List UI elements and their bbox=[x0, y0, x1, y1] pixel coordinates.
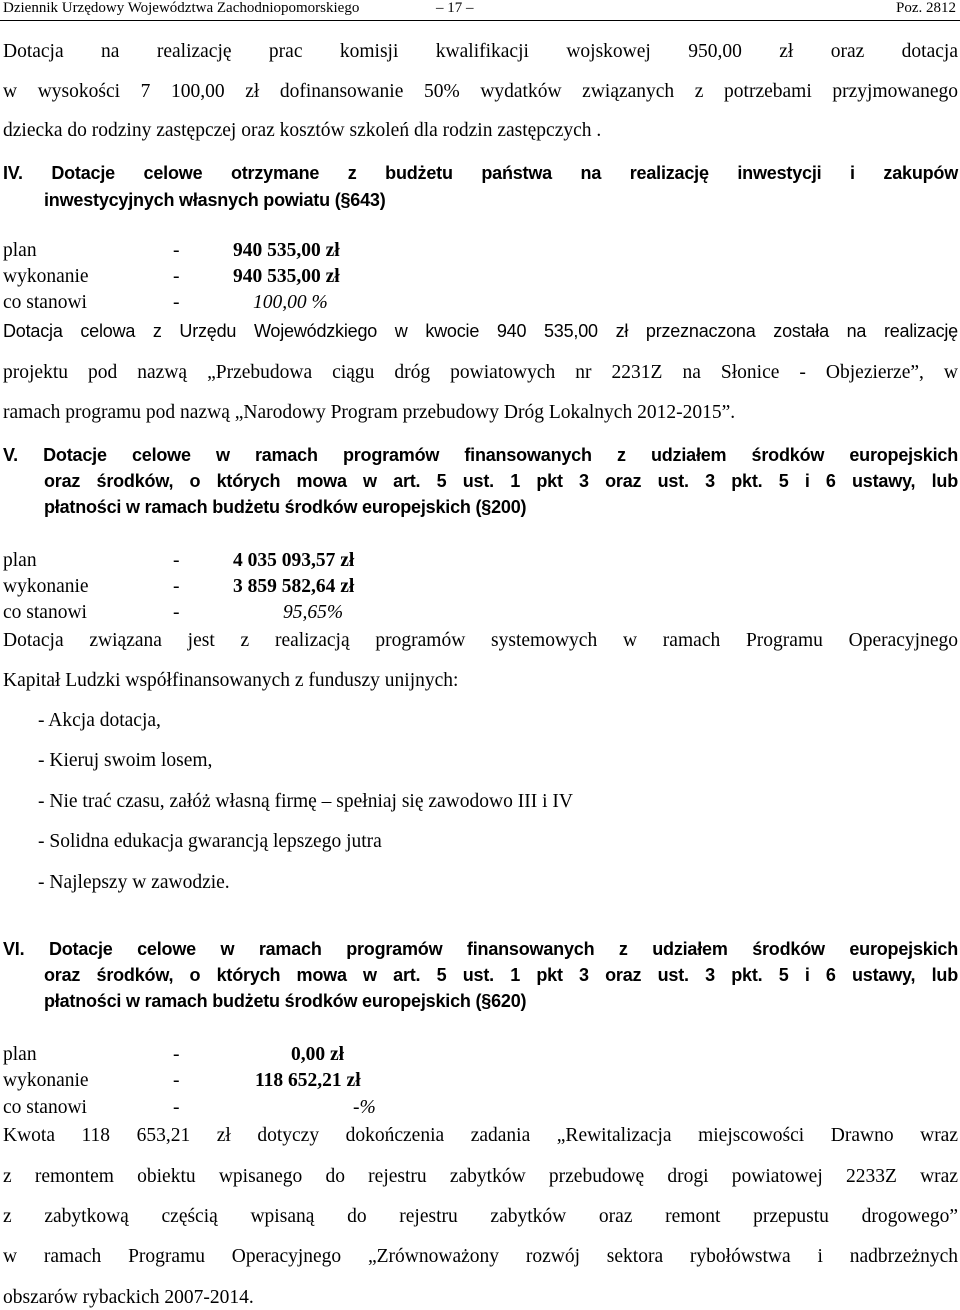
percent-label: co stanowi bbox=[3, 602, 87, 623]
percent-label: co stanowi bbox=[3, 292, 87, 313]
section-6-desc-1: Kwota 118 653,21 zł dotyczy dokończenia zadania „Rewitalizacja miejscowości Drawno wraz bbox=[3, 1125, 958, 1146]
plan-value: 940 535,00 zł bbox=[233, 240, 340, 261]
dash: - bbox=[173, 292, 180, 313]
section-6-heading-3: płatności w ramach budżetu środków europejskich (§620) bbox=[44, 991, 527, 1011]
plan-label: plan bbox=[3, 240, 37, 261]
plan-value: 4 035 093,57 zł bbox=[233, 550, 355, 571]
page-header bbox=[0, 0, 960, 21]
section-5-desc-2: Kapitał Ludzki współfinansowanych z funduszy unijnych: bbox=[3, 670, 459, 691]
execution-value: 118 652,21 zł bbox=[255, 1070, 361, 1091]
dash: - bbox=[173, 266, 180, 287]
section-6-desc-3: z zabytkową częścią wpisaną do rejestru zabytków oraz remont przepustu drogowego” bbox=[3, 1206, 958, 1227]
dash: - bbox=[173, 240, 180, 261]
journal-title: Dziennik Urzędowy Województwa Zachodniopomorskiego bbox=[3, 0, 360, 16]
section-4-percent-row bbox=[3, 292, 383, 314]
section-4-plan-row bbox=[3, 240, 383, 262]
execution-label: wykonanie bbox=[3, 266, 89, 287]
section-4-execution-row bbox=[3, 266, 383, 288]
dash: - bbox=[173, 576, 180, 597]
dash: - bbox=[173, 1070, 180, 1091]
plan-value: 0,00 zł bbox=[291, 1044, 345, 1065]
percent-label: co stanowi bbox=[3, 1097, 87, 1118]
percent-value: 95,65% bbox=[283, 602, 344, 623]
section-5-heading-2: oraz środków, o których mowa w art. 5 ust. 1 pkt 3 oraz ust. 3 pkt. 5 i 6 ustawy, lub bbox=[44, 471, 958, 491]
percent-value: -% bbox=[353, 1097, 376, 1118]
percent-value: 100,00 % bbox=[253, 292, 328, 313]
position-number: Poz. 2812 bbox=[896, 0, 956, 16]
dash: - bbox=[173, 1044, 180, 1065]
dash: - bbox=[173, 1097, 180, 1118]
section-6-desc-4: w ramach Programu Operacyjnego „Zrównoważony rozwój sektora rybołówstwa i nadbrzeżnych bbox=[3, 1246, 958, 1267]
section-5-plan-row bbox=[3, 550, 383, 572]
dash: - bbox=[173, 550, 180, 571]
section-4-desc-1: Dotacja celowa z Urzędu Wojewódzkiego w kwocie 940 535,00 zł przeznaczona została na realizację bbox=[3, 321, 958, 341]
execution-label: wykonanie bbox=[3, 576, 89, 597]
section-6-heading-1: VI. Dotacje celowe w ramach programów finansowanych z udziałem środków europejskich bbox=[3, 939, 958, 959]
section-6-execution-row bbox=[3, 1070, 383, 1092]
section-4-desc-2: projektu pod nazwą „Przebudowa ciągu dróg powiatowych nr 2231Z na Słonice - Objezierze”, w bbox=[3, 362, 958, 383]
plan-label: plan bbox=[3, 1044, 37, 1065]
list-item: - Akcja dotacja, bbox=[38, 710, 161, 731]
list-item: - Nie trać czasu, załóż własną firmę – spełniaj się zawodowo III i IV bbox=[38, 791, 573, 812]
section-6-heading-2: oraz środków, o których mowa w art. 5 ust. 1 pkt 3 oraz ust. 3 pkt. 5 i 6 ustawy, lub bbox=[44, 965, 958, 985]
execution-value: 3 859 582,64 zł bbox=[233, 576, 355, 597]
plan-label: plan bbox=[3, 550, 37, 571]
dash: - bbox=[173, 602, 180, 623]
list-item: - Kieruj swoim losem, bbox=[38, 750, 213, 771]
intro-line-2: w wysokości 7 100,00 zł dofinansowanie 50% wydatków związanych z potrzebami przyjmowanego bbox=[3, 81, 958, 102]
section-5-heading-1: V. Dotacje celowe w ramach programów finansowanych z udziałem środków europejskich bbox=[3, 445, 958, 465]
section-6-desc-5: obszarów rybackich 2007-2014. bbox=[3, 1287, 254, 1308]
section-4-desc-3: ramach programu pod nazwą „Narodowy Program przebudowy Dróg Lokalnych 2012-2015”. bbox=[3, 402, 736, 423]
section-5-percent-row bbox=[3, 602, 383, 624]
intro-line-3: dziecka do rodziny zastępczej oraz kosztów szkoleń dla rodzin zastępczych . bbox=[3, 120, 602, 141]
intro-line-1: Dotacja na realizację prac komisji kwalifikacji wojskowej 950,00 zł oraz dotacja bbox=[3, 41, 958, 62]
section-6-percent-row bbox=[3, 1097, 383, 1119]
section-6-desc-2: z remontem obiektu wpisanego do rejestru zabytków przebudowę drogi powiatowej 2233Z wraz bbox=[3, 1166, 958, 1187]
section-4-heading-1: IV. Dotacje celowe otrzymane z budżetu państwa na realizację inwestycji i zakupów bbox=[3, 163, 958, 183]
page-number: – 17 – bbox=[436, 0, 474, 16]
execution-label: wykonanie bbox=[3, 1070, 89, 1091]
list-item: - Najlepszy w zawodzie. bbox=[38, 872, 230, 893]
execution-value: 940 535,00 zł bbox=[233, 266, 340, 287]
section-5-heading-3: płatności w ramach budżetu środków europejskich (§200) bbox=[44, 497, 527, 517]
section-6-plan-row bbox=[3, 1044, 383, 1066]
section-4-heading-2: inwestycyjnych własnych powiatu (§643) bbox=[44, 190, 386, 210]
section-5-desc-1: Dotacja związana jest z realizacją programów systemowych w ramach Programu Operacyjnego bbox=[3, 630, 958, 651]
list-item: - Solidna edukacja gwarancją lepszego jutra bbox=[38, 831, 382, 852]
section-5-execution-row bbox=[3, 576, 383, 598]
